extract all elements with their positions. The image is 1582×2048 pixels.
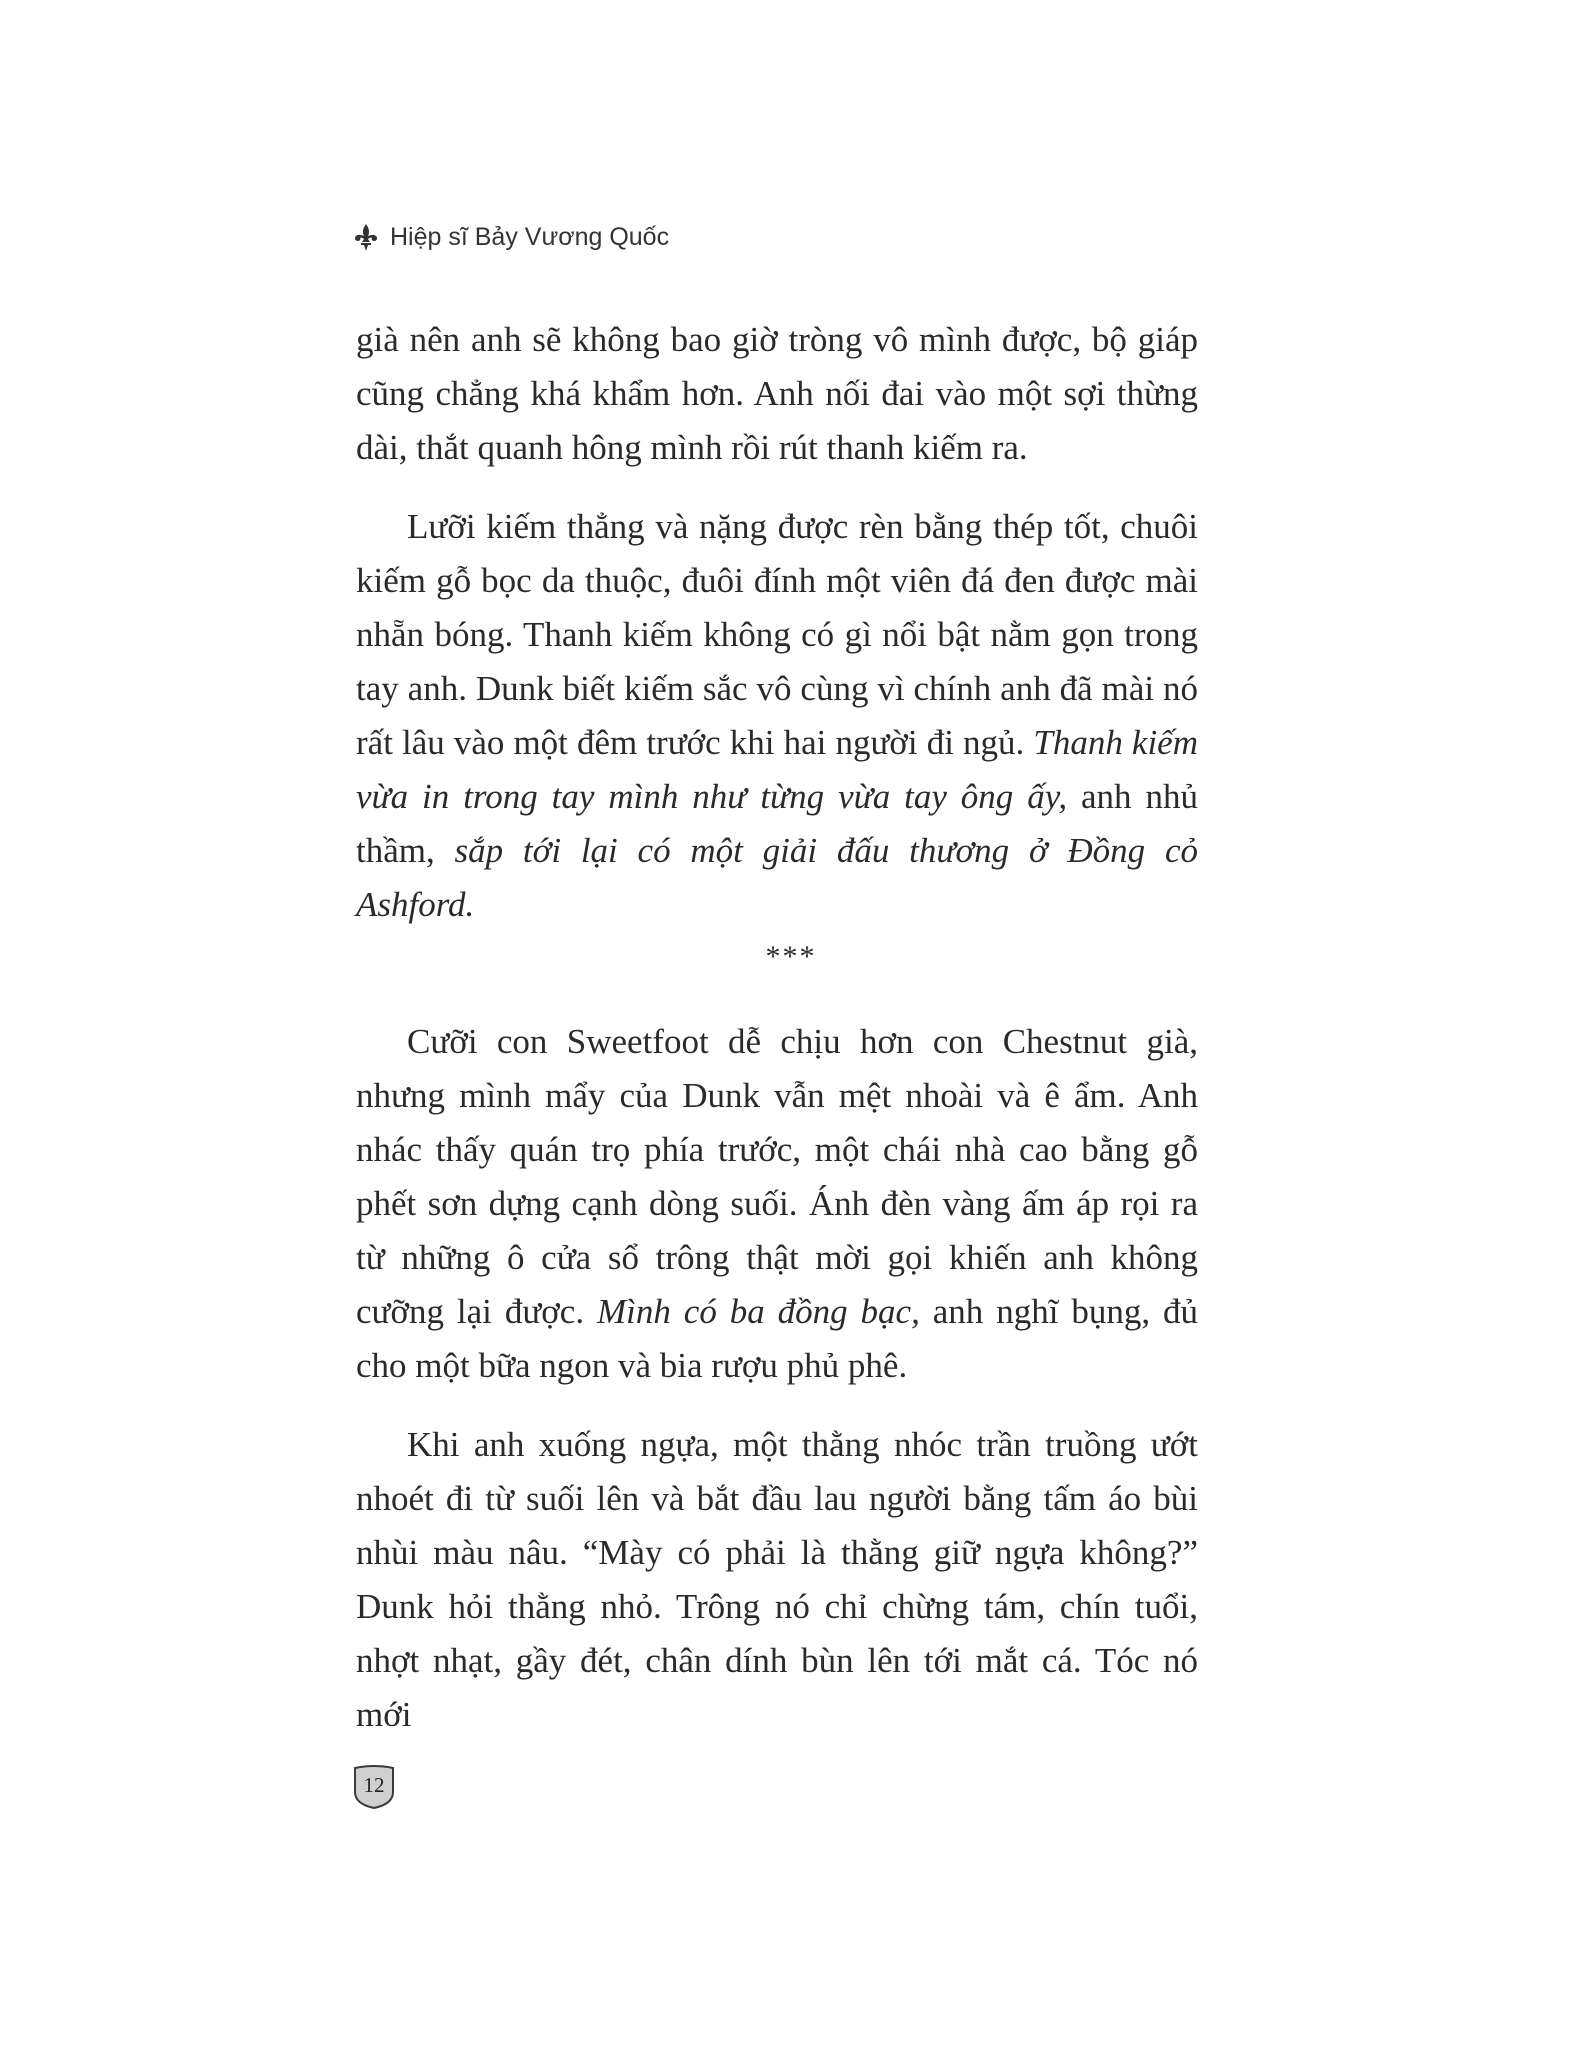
paragraph-4 [356,1418,1198,1742]
text-run: anh nhủ thầm, [356,777,1198,870]
fleur-de-lis-icon [352,222,380,252]
text-run: Cưỡi con Sweetfoot dễ chịu hơn con Chestnut già, nhưng mình mẩy của Dunk vẫn mệt nhoài và ê ẩm. Anh nhác thấy quán trọ phía trước, một chái nhà cao bằng gỗ phết sơn dựng cạnh dòng suối. Ánh đèn vàng ấm áp rọi ra từ những ô cửa sổ trông thật mời gọi khiến anh không cưỡng lại được. [356,1022,1198,1331]
paragraph-text [356,1015,1198,1393]
page-number-badge [352,1764,396,1810]
text-run: Lưỡi kiếm thẳng và nặng được rèn bằng thép tốt, chuôi kiếm gỗ bọc da thuộc, đuôi đính một viên đá đen được mài nhẵn bóng. Thanh kiếm không có gì nổi bật nằm gọn trong tay anh. Dunk biết kiếm sắc vô cùng vì chính anh đã mài nó rất lâu vào một đêm trước khi hai người đi ngủ. [356,507,1198,762]
book-title: Hiệp sĩ Bảy Vương Quốc [390,222,670,251]
text-run: anh nghĩ bụng, đủ cho một bữa ngon và bia rượu phủ phê. [356,1292,1198,1385]
page-number: 12 [363,1773,385,1797]
scene-break: *** [765,940,817,973]
paragraph-2 [356,500,1198,932]
paragraph-text: già nên anh sẽ không bao giờ tròng vô mình được, bộ giáp cũng chẳng khá khẩm hơn. Anh nối đai vào một sợi thừng dài, thắt quanh hông mình rồi rút thanh kiếm ra. [356,320,1198,467]
italic-text-run: Thanh kiếm vừa in trong tay mình như từng vừa tay ông ấy, [356,723,1198,816]
paragraph-text [356,500,1198,932]
running-header [352,222,669,252]
paragraph-1 [356,313,1198,475]
italic-text-run: sắp tới lại có một giải đấu thương ở Đồng cỏ Ashford. [356,831,1198,924]
italic-text-run: Mình có ba đồng bạc, [597,1292,920,1331]
paragraph-3 [356,1015,1198,1393]
paragraph-text: Khi anh xuống ngựa, một thằng nhóc trần truồng ướt nhoét đi từ suối lên và bắt đầu lau người bằng tấm áo bùi nhùi màu nâu. “Mày có phải là thằng giữ ngựa không?” Dunk hỏi thằng nhỏ. Trông nó chỉ chừng tám, chín tuổi, nhợt nhạt, gầy đét, chân dính bùn lên tới mắt cá. Tóc nó mới [356,1425,1198,1734]
